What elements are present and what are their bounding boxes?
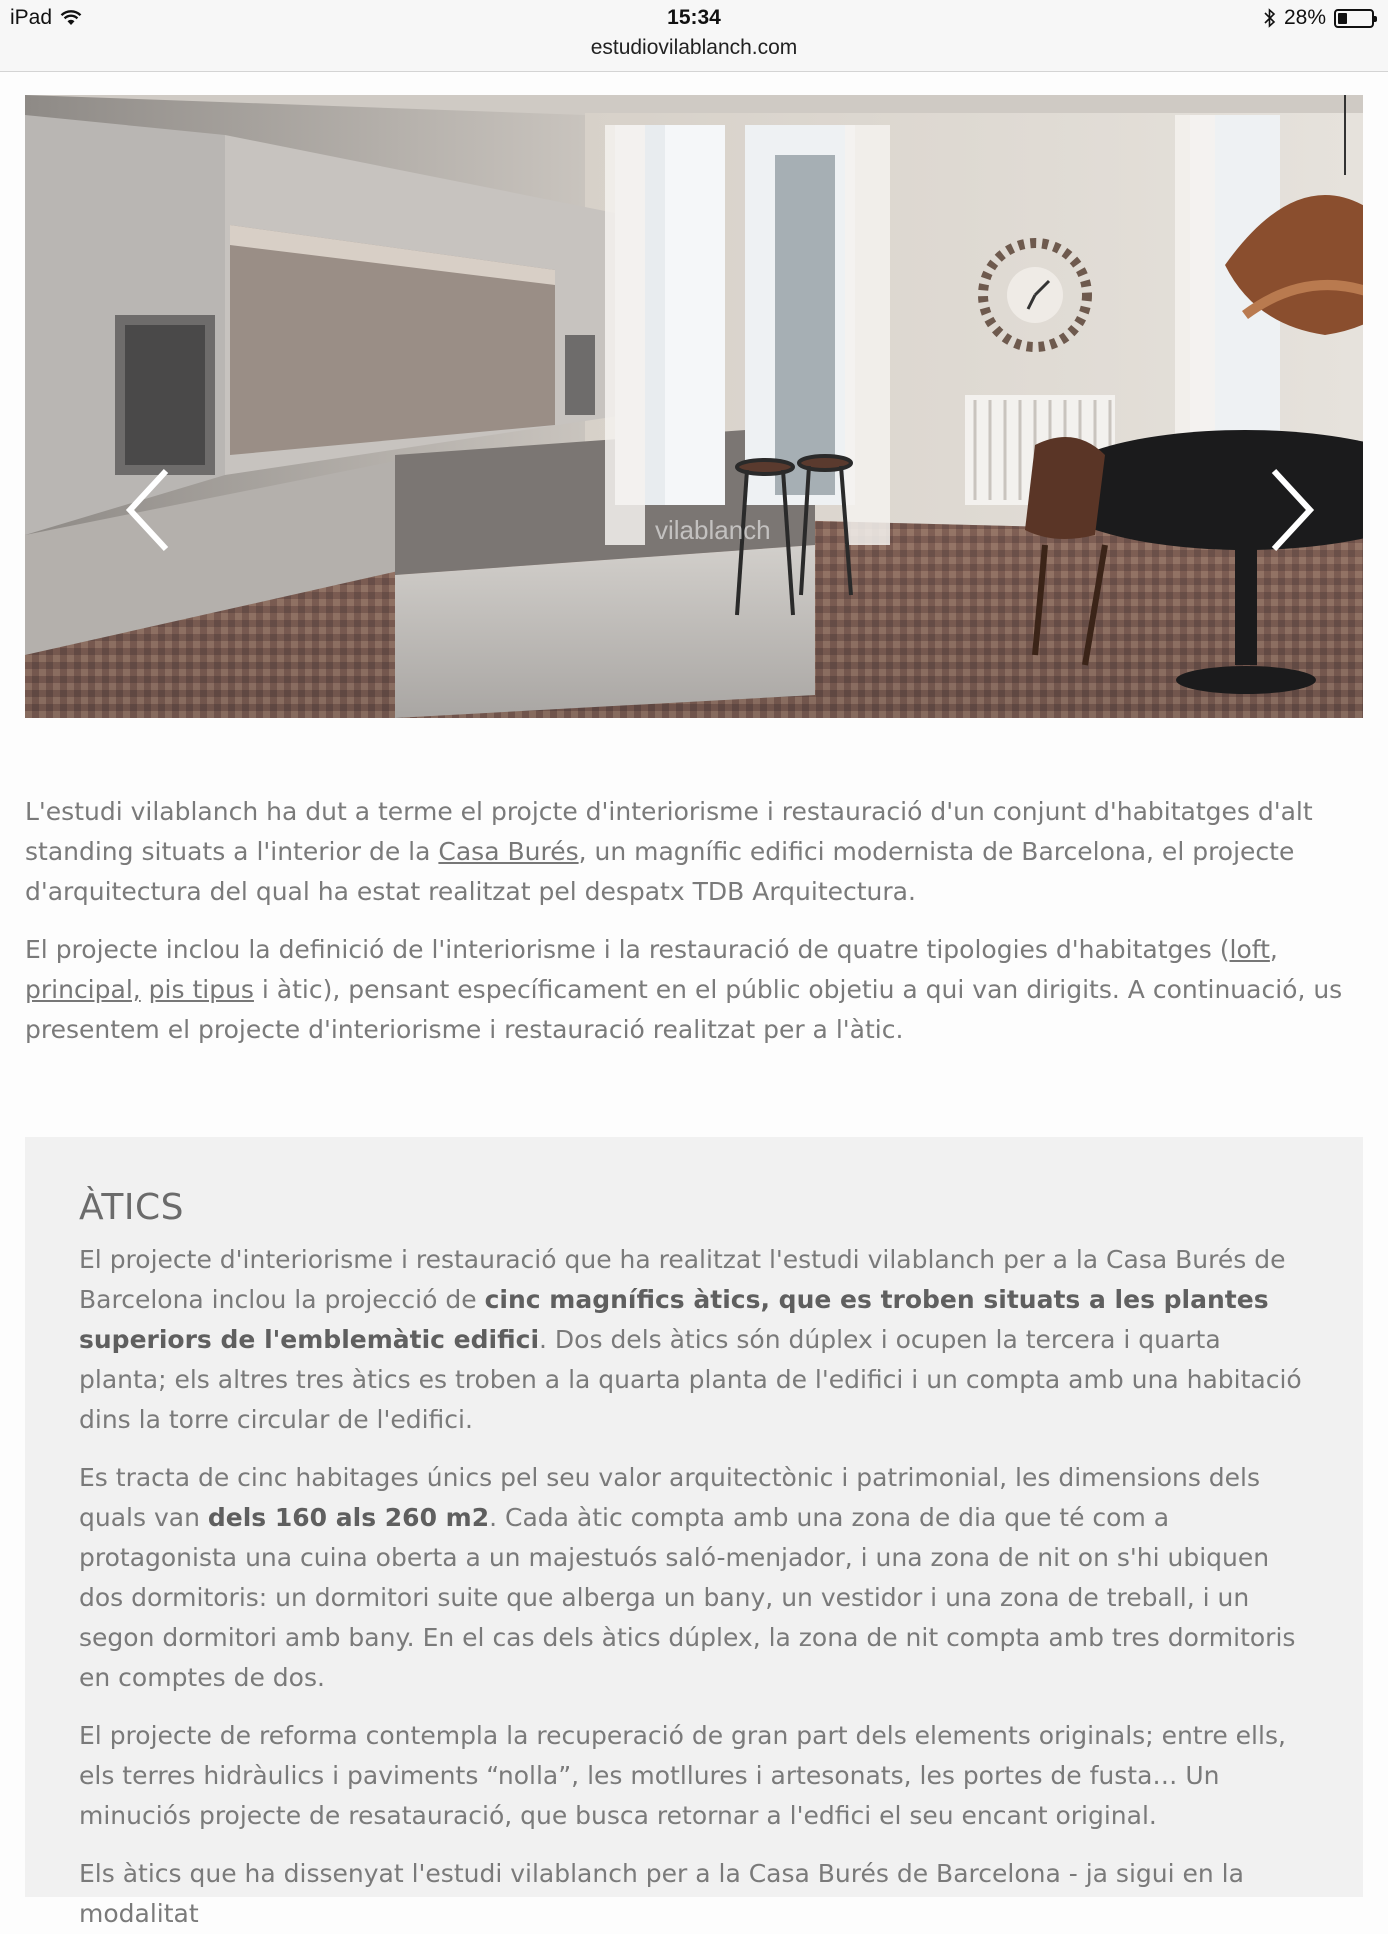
atics-text: . Cada àtic compta amb una zona de dia que té com a protagonista una cuina oberta a un majestuós saló-menjador, i una zona de nit on s'hi ubiquen dos dormitoris: un dormitori suite que alberga un bany, un vestidor i una zona de treball, i un segon dormitori amb bany. En el cas dels àtics dúplex, la zona de nit compta amb tres dormitoris en comptes de dos.	[79, 1503, 1296, 1692]
atics-paragraph-4: Els àtics que ha dissenyat l'estudi vilablanch per a la Casa Burés de Barcelona - ja sigui en la modalitat	[79, 1859, 1244, 1928]
bluetooth-icon	[1264, 8, 1276, 28]
atics-text: . Dos dels àtics són dúplex i ocupen la tercera i quarta planta; els altres tres àtics es troben a la quarta planta de l'ediﬁci i un compta amb una habitació dins la torre circular de l'ediﬁci.	[79, 1325, 1302, 1434]
pis-tipus-link[interactable]: pis tipus	[148, 975, 254, 1004]
atics-text: Es tracta de cinc habitages únics pel seu valor arquitectònic i patrimonial, les dimensions dels quals van	[79, 1463, 1261, 1532]
atics-section	[25, 1137, 1363, 1928]
atics-text: El projecte d'interiorisme i restauració que ha realitzat l'estudi vilablanch per a la Casa Burés de Barcelona inclou la projecció de	[79, 1245, 1286, 1314]
chevron-left-icon	[120, 465, 180, 555]
status-right	[1264, 6, 1374, 30]
hero-image	[25, 95, 1363, 718]
atics-paragraph-1	[79, 1240, 1308, 1440]
status-bar	[0, 0, 1388, 36]
status-time: 15:34	[667, 6, 721, 29]
intro-paragraph-1	[25, 792, 1365, 912]
separator: ,	[1269, 935, 1278, 964]
intro-section	[25, 792, 1365, 1068]
separator	[141, 975, 149, 1004]
intro-text: , un magníﬁc ediﬁci modernista de Barcelona, el projecte d'arquitectura del qual ha estat realitzat pel despatx TDB Arquitectura.	[25, 837, 1295, 906]
intro-text: L'estudi vilablanch ha dut a terme el projcte d'interiorisme i restauració d'un conjunt d'habitatges d'alt standing situats a l'interior de la	[25, 797, 1313, 866]
principal-link[interactable]: principal,	[25, 975, 141, 1004]
casa-bures-link[interactable]: Casa Burés	[438, 837, 579, 866]
address-bar[interactable]	[0, 36, 1388, 72]
slider-next-button[interactable]	[1260, 465, 1320, 555]
intro-text: El projecte inclou la deﬁnició de l'interiorisme i la restauració de quatre tipologies d'habitatges (	[25, 935, 1230, 964]
intro-paragraph-2	[25, 930, 1365, 1050]
loft-link[interactable]: loft	[1229, 935, 1270, 964]
atics-bold-text: dels 160 als 260 m2	[207, 1503, 490, 1532]
battery-icon	[1334, 9, 1374, 28]
intro-text: i àtic), pensant especíﬁcament en el públic objetiu a qui van dirigits. A continuació, us presentem el projecte d'interiorisme i restauració realitzat per a l'àtic.	[25, 975, 1343, 1044]
atics-bold-text: cinc magníﬁcs àtics, que es troben situats a les plantes superiors de l'emblemàtic ediﬁci	[79, 1285, 1269, 1354]
atics-heading: ÀTICS	[79, 1187, 184, 1228]
slider-prev-button[interactable]	[120, 465, 180, 555]
hero-slider	[25, 95, 1363, 718]
url-text: estudiovilablanch.com	[590, 36, 798, 59]
device-name: iPad	[10, 6, 53, 29]
battery-percent: 28%	[1283, 6, 1326, 29]
atics-paragraph-3: El projecte de reforma contempla la recuperació de gran part dels elements originals; entre ells, els terres hidràulics i paviments “nolla”, les motllures i artesonats, les portes de fusta… Un minuciós projecte de resatauració, que busca retornar a l'edﬁci el seu encant original.	[79, 1721, 1286, 1830]
chevron-right-icon	[1260, 465, 1320, 555]
image-watermark: vilablanch	[655, 515, 771, 545]
atics-paragraph-2	[79, 1458, 1308, 1698]
battery-level	[1338, 13, 1347, 24]
